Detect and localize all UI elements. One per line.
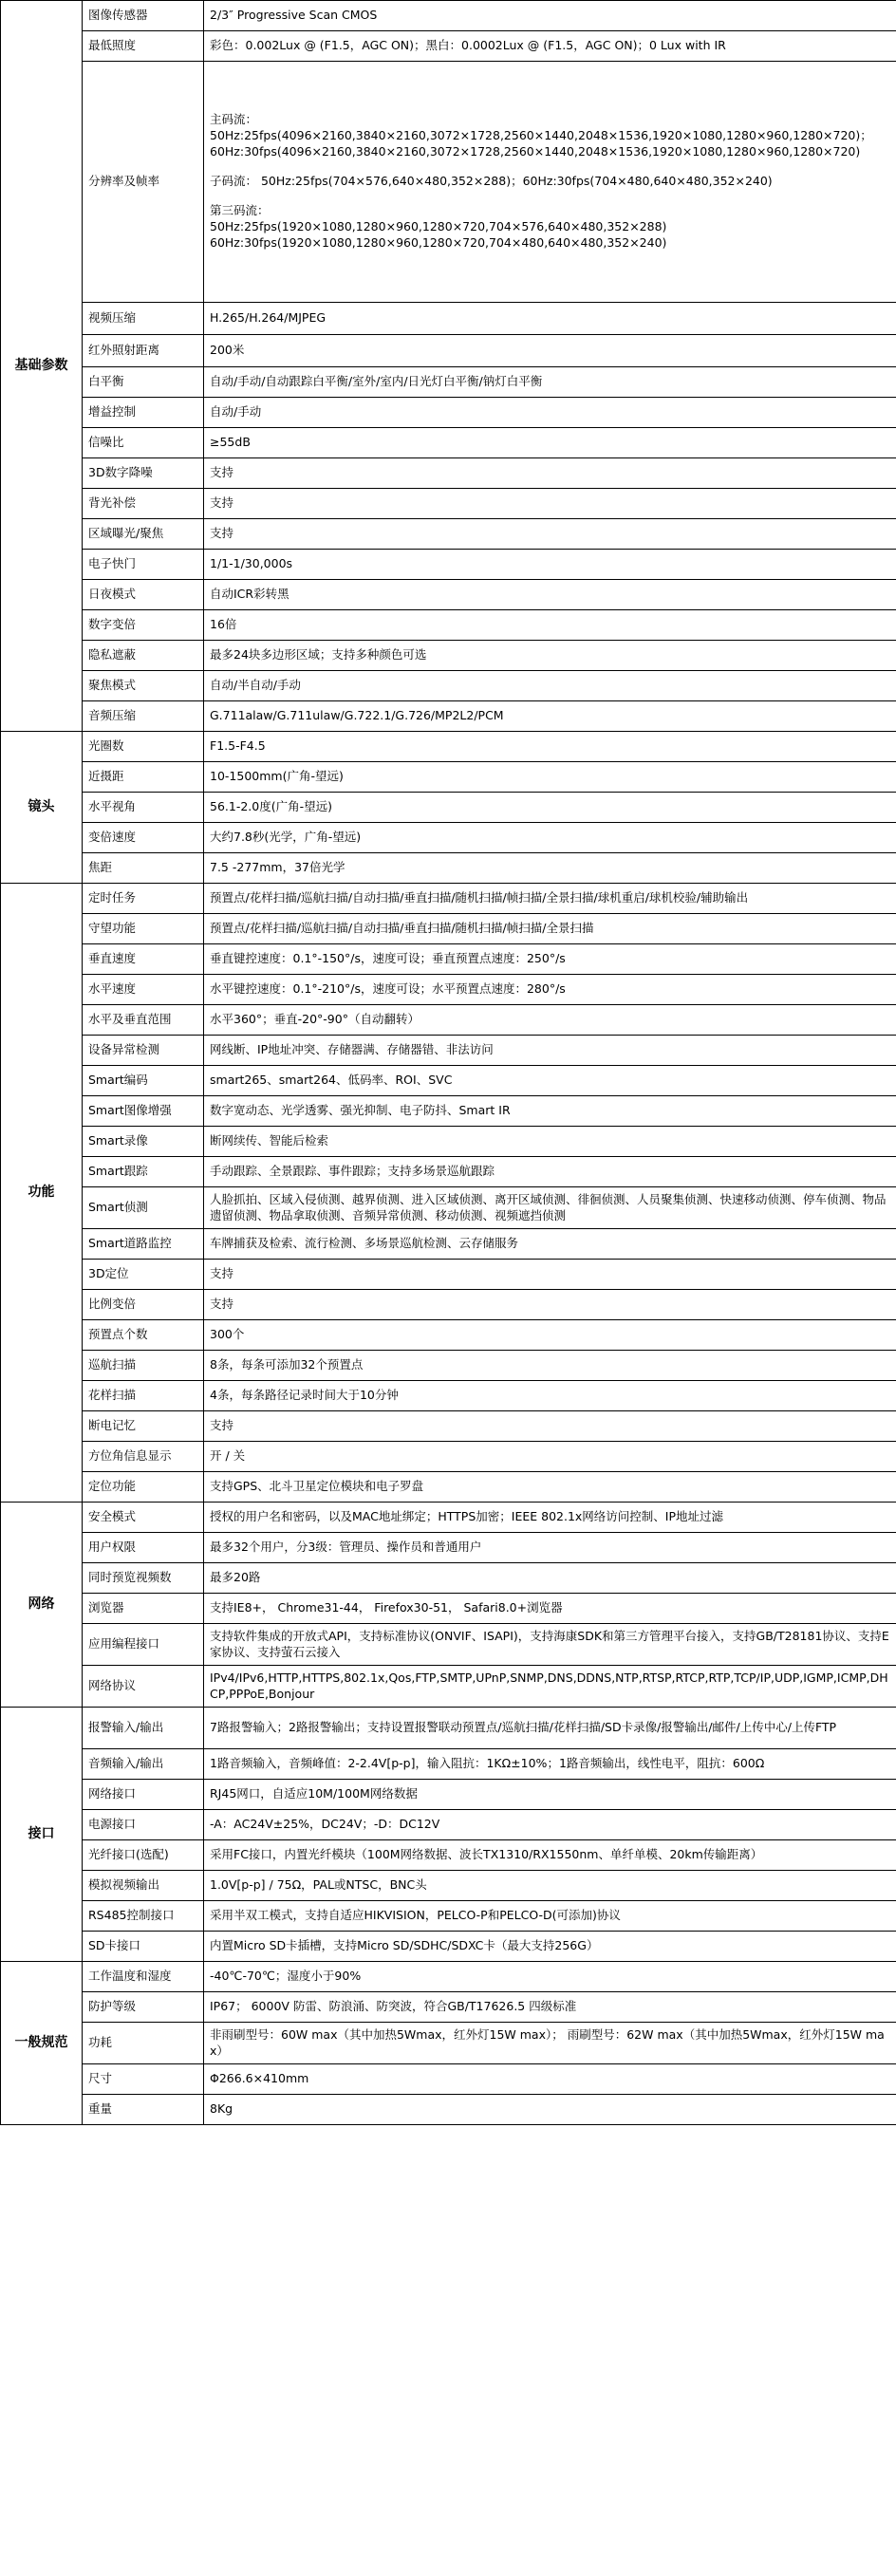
spec-value-line: 垂直键控速度：0.1°-150°/s，速度可设；垂直预置点速度：250°/s — [210, 951, 566, 966]
spec-value — [204, 671, 896, 701]
table-row — [1, 762, 896, 793]
spec-label: 花样扫描 — [83, 1381, 204, 1411]
spec-label: 预置点个数 — [83, 1320, 204, 1351]
spec-value-line: smart265、smart264、低码率、ROI、SVC — [210, 1073, 453, 1088]
spec-value — [204, 2095, 896, 2125]
spec-label: 同时预览视频数 — [83, 1563, 204, 1594]
spec-label: 焦距 — [83, 853, 204, 884]
spec-value-line: 最多20路 — [210, 1570, 261, 1585]
spec-value — [204, 1442, 896, 1472]
table-row — [1, 1624, 896, 1666]
table-row — [1, 1157, 896, 1187]
table-row — [1, 1563, 896, 1594]
table-row — [1, 1780, 896, 1810]
spec-value — [204, 1260, 896, 1290]
spec-value-line: 50Hz:25fps(1920×1080,1280×960,1280×720,704×576,640×480,352×288) — [210, 218, 667, 233]
spec-label: 3D数字降噪 — [83, 458, 204, 489]
spec-value — [204, 1290, 896, 1320]
spec-value-line: 自动ICR彩转黑 — [210, 587, 289, 602]
spec-value-line: 支持GPS、北斗卫星定位模块和电子罗盘 — [210, 1479, 424, 1494]
table-row — [1, 1992, 896, 2023]
table-row — [1, 1, 896, 31]
spec-value-line: 支持IE8+， Chrome31-44， Firefox30-51， Safari8.0+浏览器 — [210, 1600, 563, 1615]
spec-value — [204, 367, 896, 398]
table-row — [1, 2023, 896, 2064]
table-row — [1, 62, 896, 303]
spec-value — [204, 1066, 896, 1096]
spec-label: 报警输入/输出 — [83, 1708, 204, 1749]
spec-label: 信噪比 — [83, 428, 204, 458]
spec-value — [204, 303, 896, 335]
spec-value-line — [210, 190, 890, 203]
spec-label: 垂直速度 — [83, 944, 204, 975]
spec-value — [204, 914, 896, 944]
spec-value — [204, 1533, 896, 1563]
table-row — [1, 1666, 896, 1708]
spec-value-line: H.265/H.264/MJPEG — [210, 310, 327, 326]
table-row — [1, 1381, 896, 1411]
spec-label: 聚焦模式 — [83, 671, 204, 701]
spec-label: 电源接口 — [83, 1810, 204, 1840]
spec-value-line: 预置点/花样扫描/巡航扫描/自动扫描/垂直扫描/随机扫描/帧扫描/全景扫描 — [210, 921, 594, 936]
table-row — [1, 975, 896, 1005]
spec-label: 定时任务 — [83, 884, 204, 914]
spec-value — [204, 944, 896, 975]
table-row — [1, 732, 896, 762]
spec-value-line: 采用半双工模式，支持自适应HIKVISION，PELCO-P和PELCO-D(可添加)协议 — [210, 1908, 621, 1923]
spec-value-line: 300个 — [210, 1327, 245, 1342]
spec-label: 防护等级 — [83, 1992, 204, 2023]
spec-value-line: 大约7.8秒(光学，广角-望远) — [210, 830, 362, 845]
spec-value — [204, 1962, 896, 1992]
spec-value — [204, 884, 896, 914]
spec-value-line: 最多24块多边形区域；支持多种颜色可选 — [210, 647, 427, 663]
spec-value — [204, 1, 896, 31]
spec-label: RS485控制接口 — [83, 1901, 204, 1932]
spec-label: 隐私遮蔽 — [83, 641, 204, 671]
spec-value — [204, 428, 896, 458]
spec-value — [204, 1749, 896, 1780]
table-row — [1, 1036, 896, 1066]
spec-label: 水平及垂直范围 — [83, 1005, 204, 1036]
spec-label: 定位功能 — [83, 1472, 204, 1503]
spec-label: 重量 — [83, 2095, 204, 2125]
table-row — [1, 580, 896, 610]
spec-value — [204, 1708, 896, 1749]
spec-label: 光圈数 — [83, 732, 204, 762]
spec-value-line: G.711alaw/G.711ulaw/G.722.1/G.726/MP2L2/PCM — [210, 708, 504, 723]
spec-value-line: 60Hz:30fps(1920×1080,1280×960,1280×720,704×480,640×480,352×240) — [210, 234, 667, 250]
spec-label: 分辨率及帧率 — [83, 62, 204, 303]
section-name: 网络 — [1, 1503, 83, 1708]
spec-value-line: Φ266.6×410mm — [210, 2071, 309, 2086]
spec-value — [204, 1229, 896, 1260]
spec-value-line: 预置点/花样扫描/巡航扫描/自动扫描/垂直扫描/随机扫描/帧扫描/全景扫描/球机重启/球机校验/辅助输出 — [210, 890, 749, 905]
table-row — [1, 1320, 896, 1351]
spec-label: 水平视角 — [83, 793, 204, 823]
spec-label: 比例变倍 — [83, 1290, 204, 1320]
spec-value — [204, 1320, 896, 1351]
table-row — [1, 398, 896, 428]
spec-value-line: 最多32个用户，分3级：管理员、操作员和普通用户 — [210, 1540, 482, 1555]
spec-label: 白平衡 — [83, 367, 204, 398]
spec-value — [204, 1036, 896, 1066]
table-row — [1, 823, 896, 853]
spec-value — [204, 1780, 896, 1810]
spec-label: 增益控制 — [83, 398, 204, 428]
spec-value-line: 内置Micro SD卡插槽，支持Micro SD/SDHC/SDXC卡（最大支持256G） — [210, 1938, 599, 1953]
spec-value — [204, 1992, 896, 2023]
table-row — [1, 31, 896, 62]
spec-value — [204, 1411, 896, 1442]
table-row — [1, 793, 896, 823]
spec-value-line — [210, 160, 890, 174]
spec-value — [204, 62, 896, 303]
spec-value — [204, 1503, 896, 1533]
spec-value — [204, 580, 896, 610]
spec-label: 安全模式 — [83, 1503, 204, 1533]
spec-label: 3D定位 — [83, 1260, 204, 1290]
table-row — [1, 1411, 896, 1442]
spec-label: 音频输入/输出 — [83, 1749, 204, 1780]
table-row — [1, 944, 896, 975]
spec-value-line: 8Kg — [210, 2101, 233, 2117]
spec-label: 区域曝光/聚焦 — [83, 519, 204, 550]
spec-value-line: 自动/手动/自动跟踪白平衡/室外/室内/日光灯白平衡/钠灯白平衡 — [210, 374, 543, 389]
spec-value — [204, 701, 896, 732]
spec-label: 电子快门 — [83, 550, 204, 580]
table-row — [1, 1533, 896, 1563]
spec-value-line: 支持 — [210, 465, 234, 480]
table-row — [1, 1962, 896, 1992]
spec-value — [204, 1096, 896, 1127]
spec-label: 红外照射距离 — [83, 335, 204, 367]
table-row — [1, 1708, 896, 1749]
table-row — [1, 914, 896, 944]
spec-value-line: 4条，每条路径记录时间大于10分钟 — [210, 1388, 399, 1403]
spec-value-line: 8条，每条可添加32个预置点 — [210, 1357, 364, 1372]
spec-value — [204, 489, 896, 519]
spec-value — [204, 823, 896, 853]
spec-value-line: 7.5 -277mm，37倍光学 — [210, 860, 345, 875]
spec-value-line: 支持软件集成的开放式API，支持标准协议(ONVIF、ISAPI)，支持海康SDK和第三方管理平台接入，支持GB/T28181协议、支持E家协议、支持萤石云接入 — [210, 1628, 889, 1659]
table-row — [1, 884, 896, 914]
spec-value-line: 授权的用户名和密码，以及MAC地址绑定；HTTPS加密；IEEE 802.1x网络访问控制、IP地址过滤 — [210, 1509, 724, 1524]
spec-value — [204, 732, 896, 762]
spec-value-line: F1.5-F4.5 — [210, 738, 266, 754]
spec-label: 方位角信息显示 — [83, 1442, 204, 1472]
spec-value — [204, 762, 896, 793]
table-row — [1, 367, 896, 398]
spec-value-line: 子码流： 50Hz:25fps(704×576,640×480,352×288)；60Hz:30fps(704×480,640×480,352×240) — [210, 174, 773, 189]
spec-value-line: 56.1-2.0度(广角-望远) — [210, 799, 332, 814]
spec-value — [204, 519, 896, 550]
table-row — [1, 519, 896, 550]
spec-label: 工作温度和湿度 — [83, 1962, 204, 1992]
spec-value — [204, 1840, 896, 1871]
spec-value — [204, 550, 896, 580]
table-row — [1, 671, 896, 701]
spec-value — [204, 1871, 896, 1901]
spec-value-line: IP67； 6000V 防雷、防浪涌、防突波，符合GB/T17626.5 四级标准 — [210, 1999, 577, 2014]
spec-label: 日夜模式 — [83, 580, 204, 610]
spec-value-line: 手动跟踪、全景跟踪、事件跟踪；支持多场景巡航跟踪 — [210, 1164, 495, 1179]
spec-value — [204, 610, 896, 641]
spec-value-line: 1/1-1/30,000s — [210, 556, 293, 571]
spec-label: 最低照度 — [83, 31, 204, 62]
spec-value-line: 支持 — [210, 495, 234, 511]
section-name: 接口 — [1, 1708, 83, 1962]
spec-value — [204, 1157, 896, 1187]
spec-value-line: 主码流： — [210, 112, 258, 127]
spec-label: 应用编程接口 — [83, 1624, 204, 1666]
spec-label: Smart录像 — [83, 1127, 204, 1157]
section-name: 功能 — [1, 884, 83, 1503]
spec-label: Smart图像增强 — [83, 1096, 204, 1127]
section-name: 一般规范 — [1, 1962, 83, 2125]
spec-value-line: 自动/手动 — [210, 404, 262, 420]
spec-value-line: 200米 — [210, 343, 245, 358]
spec-label: SD卡接口 — [83, 1932, 204, 1962]
spec-label: 浏览器 — [83, 1594, 204, 1624]
section-name: 镜头 — [1, 732, 83, 884]
spec-value-line: 彩色：0.002Lux @ (F1.5，AGC ON)；黑白：0.0002Lux @ (F1.5，AGC ON)；0 Lux with IR — [210, 38, 726, 53]
spec-label: 功耗 — [83, 2023, 204, 2064]
table-row — [1, 1005, 896, 1036]
table-row — [1, 1187, 896, 1229]
table-row — [1, 610, 896, 641]
table-row — [1, 303, 896, 335]
table-row — [1, 1932, 896, 1962]
spec-value-line: 7路报警输入；2路报警输出；支持设置报警联动预置点/巡航扫描/花样扫描/SD卡录像/报警输出/邮件/上传中心/上传FTP — [210, 1720, 837, 1735]
spec-value-line: 人脸抓拍、区域入侵侦测、越界侦测、进入区域侦测、离开区域侦测、徘徊侦测、人员聚集侦测、快速移动侦测、停车侦测、物品遗留侦测、物品拿取侦测、音频异常侦测、移动侦测、视频遮挡侦测 — [210, 1191, 887, 1223]
table-row — [1, 1594, 896, 1624]
table-row — [1, 1290, 896, 1320]
spec-value-line: 水平键控速度：0.1°-210°/s，速度可设；水平预置点速度：280°/s — [210, 981, 566, 997]
spec-value — [204, 1624, 896, 1666]
spec-label: 用户权限 — [83, 1533, 204, 1563]
spec-value-line: 开 / 关 — [210, 1448, 246, 1464]
spec-value-line: ≥55dB — [210, 435, 251, 450]
table-row — [1, 1229, 896, 1260]
spec-value-line: 支持 — [210, 526, 234, 541]
spec-label: 变倍速度 — [83, 823, 204, 853]
table-row — [1, 1442, 896, 1472]
table-row — [1, 489, 896, 519]
spec-value — [204, 398, 896, 428]
spec-value-line: 数字宽动态、光学透雾、强光抑制、电子防抖、Smart IR — [210, 1103, 511, 1118]
table-row — [1, 1066, 896, 1096]
spec-value — [204, 458, 896, 489]
table-row — [1, 1351, 896, 1381]
table-row — [1, 1871, 896, 1901]
table-row — [1, 1810, 896, 1840]
spec-label: 断电记忆 — [83, 1411, 204, 1442]
table-row — [1, 641, 896, 671]
spec-value — [204, 1187, 896, 1229]
spec-value-line: 1.0V[p-p] / 75Ω，PAL或NTSC，BNC头 — [210, 1877, 427, 1893]
spec-value-line: 自动/半自动/手动 — [210, 678, 301, 693]
spec-label: Smart道路监控 — [83, 1229, 204, 1260]
spec-label: 视频压缩 — [83, 303, 204, 335]
spec-value-line: 支持 — [210, 1297, 234, 1312]
spec-value — [204, 975, 896, 1005]
spec-label: 网络协议 — [83, 1666, 204, 1708]
table-row — [1, 1472, 896, 1503]
spec-value — [204, 2023, 896, 2064]
spec-label: 背光补偿 — [83, 489, 204, 519]
table-row — [1, 2095, 896, 2125]
table-row — [1, 1749, 896, 1780]
spec-value-line: IPv4/IPv6,HTTP,HTTPS,802.1x,Qos,FTP,SMTP,UPnP,SNMP,DNS,DDNS,NTP,RTSP,RTCP,RTP,TCP/IP,UDP,IGMP,ICMP,DHCP,PPPoE,Bonjour — [210, 1670, 888, 1701]
spec-value-line: 采用FC接口，内置光纤模块（100M网络数据、波长TX1310/RX1550nm、单纤单模、20km传输距离） — [210, 1847, 763, 1862]
spec-label: Smart编码 — [83, 1066, 204, 1096]
spec-value — [204, 1472, 896, 1503]
spec-value-line: 60Hz:30fps(4096×2160,3840×2160,3072×1728,2560×1440,2048×1536,1920×1080,1280×960,1280×720) — [210, 144, 861, 159]
spec-label: 近摄距 — [83, 762, 204, 793]
spec-label: 光纤接口(选配) — [83, 1840, 204, 1871]
spec-label: 尺寸 — [83, 2064, 204, 2095]
spec-label: 网络接口 — [83, 1780, 204, 1810]
spec-value-line: 第三码流： — [210, 202, 270, 217]
spec-value — [204, 2064, 896, 2095]
spec-value — [204, 1666, 896, 1708]
spec-value-line: -A：AC24V±25%，DC24V；-D：DC12V — [210, 1817, 440, 1832]
spec-value-line: 车牌捕获及检索、流行检测、多场景巡航检测、云存储服务 — [210, 1236, 519, 1251]
spec-value — [204, 1127, 896, 1157]
spec-label: 模拟视频输出 — [83, 1871, 204, 1901]
spec-label: 守望功能 — [83, 914, 204, 944]
spec-value — [204, 1381, 896, 1411]
spec-value-line: 水平360°；垂直-20°-90°（自动翻转） — [210, 1012, 420, 1027]
spec-body — [1, 1, 896, 2125]
table-row — [1, 2064, 896, 2095]
spec-value — [204, 1932, 896, 1962]
spec-label: 音频压缩 — [83, 701, 204, 732]
table-row — [1, 853, 896, 884]
spec-value — [204, 853, 896, 884]
spec-label: 设备异常检测 — [83, 1036, 204, 1066]
spec-value-line: -40℃-70℃；湿度小于90% — [210, 1969, 362, 1984]
table-row — [1, 1096, 896, 1127]
spec-value — [204, 1594, 896, 1624]
table-row — [1, 1127, 896, 1157]
table-row — [1, 1260, 896, 1290]
spec-value — [204, 1351, 896, 1381]
spec-value-line: 网线断、IP地址冲突、存储器满、存储器错、非法访问 — [210, 1042, 494, 1057]
table-row — [1, 458, 896, 489]
spec-value — [204, 1563, 896, 1594]
spec-value-line: 断网续传、智能后检索 — [210, 1133, 329, 1148]
table-row — [1, 428, 896, 458]
table-row — [1, 335, 896, 367]
section-name: 基础参数 — [1, 1, 83, 732]
spec-label: 水平速度 — [83, 975, 204, 1005]
spec-value-line: 16倍 — [210, 617, 237, 632]
spec-value-line: RJ45网口，自适应10M/100M网络数据 — [210, 1786, 418, 1801]
spec-value-line: 10-1500mm(广角-望远) — [210, 769, 344, 784]
spec-value-line: 非雨刷型号：60W max（其中加热5Wmax，红外灯15W max）； 雨刷型号：62W max（其中加热5Wmax，红外灯15W max） — [210, 2026, 885, 2058]
spec-value — [204, 1810, 896, 1840]
table-row — [1, 1840, 896, 1871]
table-row — [1, 1901, 896, 1932]
spec-label: 巡航扫描 — [83, 1351, 204, 1381]
table-row — [1, 1503, 896, 1533]
spec-value-line: 2/3″ Progressive Scan CMOS — [210, 8, 378, 23]
spec-value — [204, 1901, 896, 1932]
spec-value-line: 50Hz:25fps(4096×2160,3840×2160,3072×1728,2560×1440,2048×1536,1920×1080,1280×960,1280×720)； — [210, 128, 872, 143]
spec-value-line: 1路音频输入，音频峰值：2-2.4V[p-p]，输入阻抗：1KΩ±10%；1路音频输出，线性电平，阻抗：600Ω — [210, 1756, 765, 1771]
spec-label: Smart侦测 — [83, 1187, 204, 1229]
spec-value — [204, 335, 896, 367]
spec-label: Smart跟踪 — [83, 1157, 204, 1187]
table-row — [1, 701, 896, 732]
spec-value — [204, 31, 896, 62]
spec-value — [204, 641, 896, 671]
spec-value — [204, 1005, 896, 1036]
spec-value-line: 支持 — [210, 1266, 234, 1281]
spec-value — [204, 793, 896, 823]
table-row — [1, 550, 896, 580]
spec-value-line: 支持 — [210, 1418, 234, 1433]
spec-label: 数字变倍 — [83, 610, 204, 641]
spec-label: 图像传感器 — [83, 1, 204, 31]
